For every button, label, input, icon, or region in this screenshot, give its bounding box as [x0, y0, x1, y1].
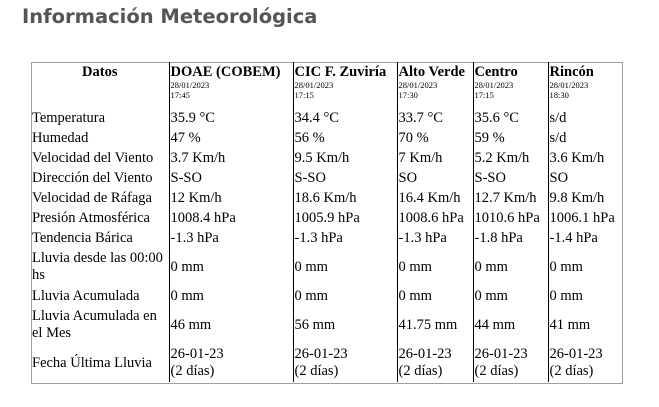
table-cell — [397, 344, 473, 382]
station-time: 17:30 — [398, 89, 418, 100]
table-cell: 0 mm — [397, 286, 473, 306]
row-label: Humedad — [31, 128, 169, 148]
table-row — [31, 108, 623, 128]
row-label: Fecha Última Lluvia — [31, 344, 169, 382]
datos-header: Datos — [31, 62, 169, 108]
station-date: 28/01/2023 — [398, 80, 438, 90]
table-row — [31, 286, 623, 306]
table-cell: 0 mm — [473, 248, 548, 286]
table-cell: 70 % — [397, 128, 473, 148]
station-header — [169, 62, 293, 108]
table-cell: 9.5 Km/h — [293, 148, 397, 168]
table-cell: 1010.6 hPa — [473, 208, 548, 228]
page-title: Información Meteorológica — [22, 5, 318, 28]
table-cell: -1.3 hPa — [169, 228, 293, 248]
table-cell: 56 mm — [293, 306, 397, 344]
table-cell: 35.6 °C — [473, 108, 548, 128]
table-cell — [293, 344, 397, 382]
table-cell: -1.3 hPa — [293, 228, 397, 248]
table-cell: 34.4 °C — [293, 108, 397, 128]
header-row — [31, 62, 623, 108]
table-cell: 47 % — [169, 128, 293, 148]
table-cell: 0 mm — [169, 248, 293, 286]
station-date: 28/01/2023 — [549, 80, 589, 90]
table-cell: 0 mm — [293, 286, 397, 306]
last-rain-date: 26-01-23 — [474, 346, 528, 362]
table-cell: 41.75 mm — [397, 306, 473, 344]
table-cell: 3.6 Km/h — [549, 149, 605, 166]
table-cell: 9.8 Km/h — [549, 189, 605, 206]
table-cell: s/d — [549, 109, 567, 126]
station-name: CIC F. Zuviría — [294, 64, 387, 80]
row-label: Lluvia desde las 00:00 hs — [31, 248, 169, 286]
table-cell: 0 mm — [549, 287, 583, 304]
table-cell: 0 mm — [293, 248, 397, 286]
table-cell: 56 % — [293, 128, 397, 148]
table-cell: 12.7 Km/h — [473, 188, 548, 208]
table-row — [31, 128, 623, 148]
station-date: 28/01/2023 — [170, 80, 210, 90]
table-cell: 12 Km/h — [169, 188, 293, 208]
row-label: Lluvia Acumulada — [31, 286, 169, 306]
station-date: 28/01/2023 — [474, 80, 514, 90]
station-name: Centro — [474, 64, 518, 80]
last-rain-date: 26-01-23 — [549, 346, 603, 362]
table-cell: 41 mm — [549, 316, 591, 333]
last-rain-date: 26-01-23 — [398, 346, 452, 362]
table-cell: 0 mm — [473, 286, 548, 306]
table-cell: 7 Km/h — [397, 148, 473, 168]
table-cell: 0 mm — [169, 286, 293, 306]
table-cell: 1006.1 hPa — [549, 209, 615, 226]
row-label: Temperatura — [31, 108, 169, 128]
table-row — [31, 228, 623, 248]
table-cell: SO — [397, 168, 473, 188]
station-header — [548, 62, 623, 108]
table-cell: 1005.9 hPa — [293, 208, 397, 228]
table-cell: 33.7 °C — [397, 108, 473, 128]
last-rain-days: (2 días) — [170, 363, 215, 379]
table-cell: 35.9 °C — [169, 108, 293, 128]
table-cell: -1.8 hPa — [473, 228, 548, 248]
station-name: Alto Verde — [398, 64, 465, 80]
table-cell: 18.6 Km/h — [293, 188, 397, 208]
station-time: 17:45 — [170, 89, 190, 100]
row-label: Dirección del Viento — [31, 168, 169, 188]
table-cell: 46 mm — [169, 306, 293, 344]
station-header — [473, 62, 548, 108]
last-rain-days: (2 días) — [398, 363, 443, 379]
table-cell: 3.7 Km/h — [169, 148, 293, 168]
table-cell: -1.4 hPa — [549, 229, 598, 246]
table-row — [31, 208, 623, 228]
row-label: Velocidad del Viento — [31, 148, 169, 168]
table-cell: S-SO — [473, 168, 548, 188]
last-rain-date: 26-01-23 — [294, 346, 348, 362]
table-cell: 1008.4 hPa — [169, 208, 293, 228]
last-rain-days: (2 días) — [549, 363, 594, 379]
last-rain-date: 26-01-23 — [170, 346, 224, 362]
table-cell: 0 mm — [549, 258, 583, 275]
table-cell: S-SO — [293, 168, 397, 188]
table-cell: -1.3 hPa — [397, 228, 473, 248]
weather-table — [31, 62, 623, 382]
table-cell: 44 mm — [473, 306, 548, 344]
table-row — [31, 148, 623, 168]
table-row — [31, 188, 623, 208]
station-date: 28/01/2023 — [294, 80, 334, 90]
table-row — [31, 306, 623, 344]
table-row — [31, 168, 623, 188]
station-time: 17:15 — [474, 89, 494, 100]
table-cell: 1008.6 hPa — [397, 208, 473, 228]
row-label: Presión Atmosférica — [31, 208, 169, 228]
table-cell: 0 mm — [397, 248, 473, 286]
table-cell — [473, 344, 548, 382]
table-cell: 16.4 Km/h — [397, 188, 473, 208]
row-label: Tendencia Bárica — [31, 228, 169, 248]
table-cell — [548, 344, 623, 382]
table-cell: 59 % — [473, 128, 548, 148]
table-cell: 5.2 Km/h — [473, 148, 548, 168]
table-row — [31, 248, 623, 286]
last-rain-days: (2 días) — [294, 363, 339, 379]
station-name: DOAE (COBEM) — [170, 64, 281, 80]
station-header — [293, 62, 397, 108]
table-cell: SO — [549, 169, 569, 186]
table-cell: S-SO — [169, 168, 293, 188]
table-row — [31, 344, 623, 382]
station-time: 17:15 — [294, 89, 314, 100]
row-label: Velocidad de Ráfaga — [31, 188, 169, 208]
row-label: Lluvia Acumulada en el Mes — [31, 306, 169, 344]
station-time: 18:30 — [549, 89, 569, 100]
table-cell — [169, 344, 293, 382]
table-cell: s/d — [549, 129, 567, 146]
last-rain-days: (2 días) — [474, 363, 519, 379]
station-name: Rincón — [549, 64, 594, 80]
station-header — [397, 62, 473, 108]
